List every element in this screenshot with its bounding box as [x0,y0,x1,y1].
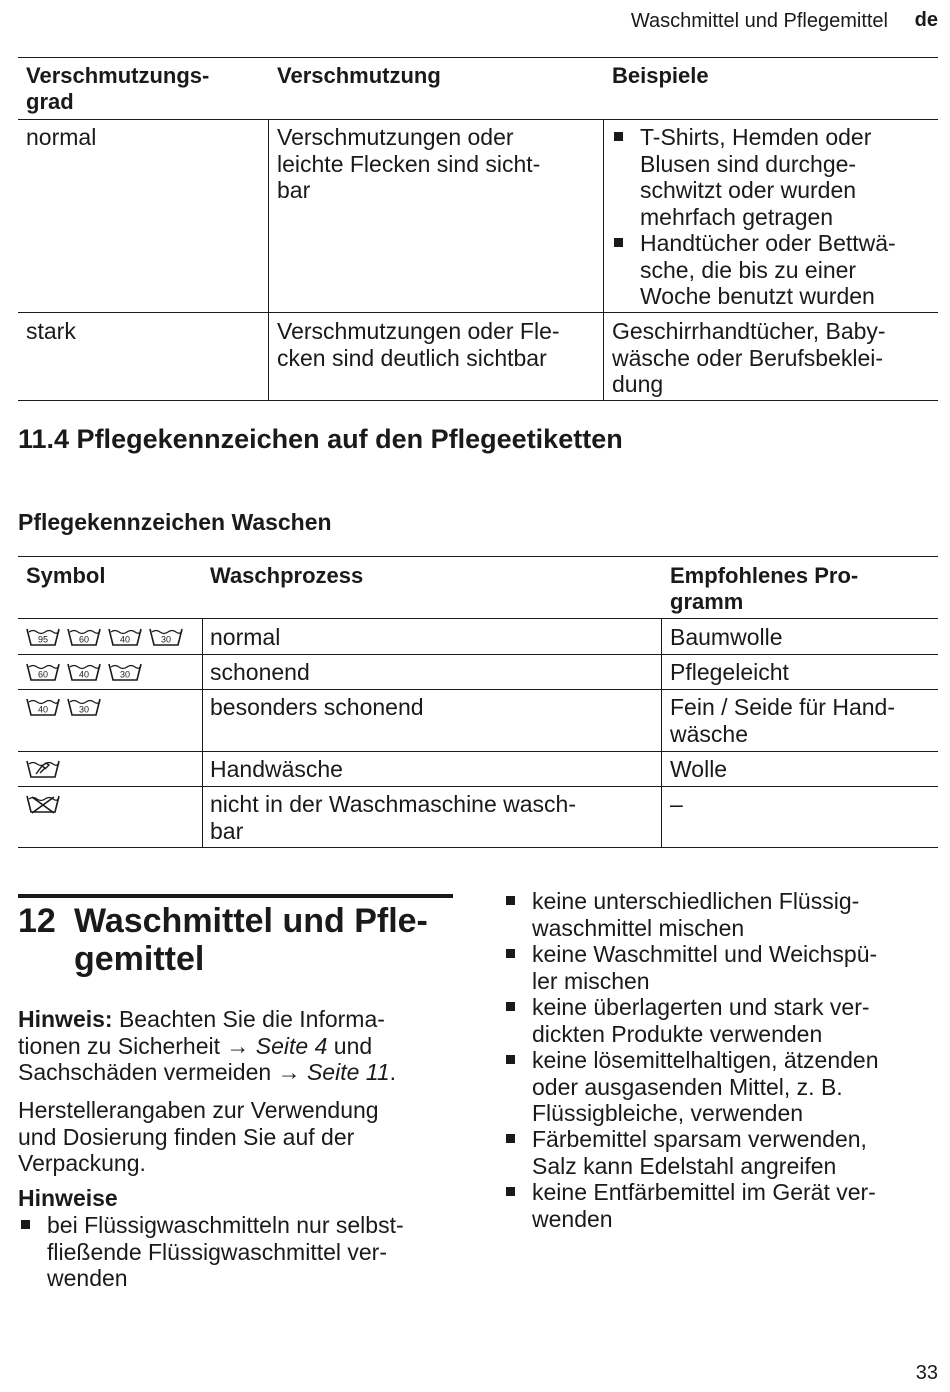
table-row-process: Handwäsche [210,756,343,782]
table-row-verschmutzung: Verschmutzungen oder Fle- cken sind deutlich sichtbar [277,318,560,371]
table-header-beispiele: Beispiele [612,63,709,88]
hints-label: Hinweise [18,1185,118,1211]
manufacturer-paragraph: Herstellerangaben zur Verwendung und Dosierung finden Sie auf der Verpackung. [18,1097,379,1176]
list-item: Handtücher oder Bettwä- sche, die bis zu einer Woche benutzt wurden [640,230,896,309]
wash-tub-icon [26,662,60,682]
list-item: keine überlagerten und stark ver- dickten Produkte verwenden [532,994,870,1047]
do-not-wash-icon [26,794,60,814]
do-not-wash-icon [26,794,67,814]
running-header-title: Waschmittel und Pflegemittel [630,10,888,32]
section-heading-11-4: 11.4 Pflegekennzeichen auf den Pflegeetiketten [18,424,623,454]
arrow-right-icon: → [277,1059,301,1085]
svg-text:60: 60 [78,634,90,645]
list-item: bei Flüssigwaschmitteln nur selbst- fließende Flüssigwaschmittel ver- wenden [47,1212,404,1291]
table-row-program: – [670,791,683,817]
svg-text:30: 30 [160,634,172,645]
table-row-beispiele: Geschirrhandtücher, Baby- wäsche oder Berufsbeklei- dung [612,318,886,397]
list-item: keine lösemittelhaltigen, ätzenden oder ausgasenden Mittel, z. B. Flüssigbleiche, verwenden [532,1047,879,1126]
wash-symbols-gentle [26,662,149,682]
section-12-rule [18,894,453,898]
svg-text:40: 40 [37,704,49,715]
table-row-program: Baumwolle [670,624,783,650]
wash-symbols-extra-gentle [26,697,108,717]
table-row-program: Wolle [670,756,728,782]
wash-tub-icon [67,697,101,717]
table-top-rule [18,57,938,58]
table-row-process: schonend [210,659,310,685]
language-tag: de [914,9,938,31]
wash-tub-icon [67,662,101,682]
wash-tub-icon [26,697,60,717]
table-row-process: nicht in der Waschmaschine wasch- bar [210,791,577,844]
table-header-rule [18,119,938,120]
note-paragraph: Hinweis: Beachten Sie die Informa- tionen zu Sicherheit → Seite 4 und Sachschäden vermeiden → Seite 11. [18,1006,397,1085]
table-row-program: Pflegeleicht [670,659,789,685]
svg-text:30: 30 [78,704,90,715]
wash-tub-icon [108,627,142,647]
hand-wash-icon [26,759,67,779]
page-link-4[interactable]: Seite 4 [255,1032,328,1059]
svg-text:30: 30 [119,669,131,680]
page-link-11[interactable]: Seite 11 [306,1059,390,1085]
svg-text:40: 40 [119,634,131,645]
table-row-program: Fein / Seide für Hand- wäsche [670,694,896,747]
table-header-verschmutzung: Verschmutzung [277,63,441,88]
svg-text:40: 40 [78,669,90,680]
wash-tub-icon [67,627,101,647]
wash-tub-icon [26,627,60,647]
table-row-process: normal [210,624,281,650]
table-header-process: Waschprozess [210,563,364,588]
list-item: keine Waschmittel und Weichspü- ler mischen [532,941,878,994]
table-row-process: besonders schonend [210,694,424,720]
table-header-program: Empfohlenes Pro- gramm [670,563,859,614]
list-item: keine Entfärbemittel im Gerät ver- wenden [532,1179,876,1232]
table-row-grad: stark [26,318,76,344]
table-header-grad: Verschmutzungs- grad [26,63,210,114]
page-number: 33 [915,1362,938,1384]
table-row-grad: normal [26,124,97,150]
list-item: keine unterschiedlichen Flüssig- waschmittel mischen [532,888,860,941]
list-item: T-Shirts, Hemden oder Blusen sind durchge- schwitzt oder wurden mehrfach getragen [640,124,872,230]
list-item: Färbemittel sparsam verwenden, Salz kann Edelstahl angreifen [532,1126,867,1179]
subsection-heading: Pflegekennzeichen Waschen [18,509,332,535]
table-row-verschmutzung: Verschmutzungen oder leichte Flecken sind sicht- bar [277,124,541,203]
hand-wash-icon [26,759,60,779]
wash-symbols-normal [26,627,190,647]
svg-text:95: 95 [37,634,49,645]
arrow-right-icon: → [226,1032,250,1059]
svg-text:60: 60 [37,669,49,680]
wash-tub-icon [108,662,142,682]
table-header-symbol: Symbol [26,563,106,588]
wash-tub-icon [149,627,183,647]
